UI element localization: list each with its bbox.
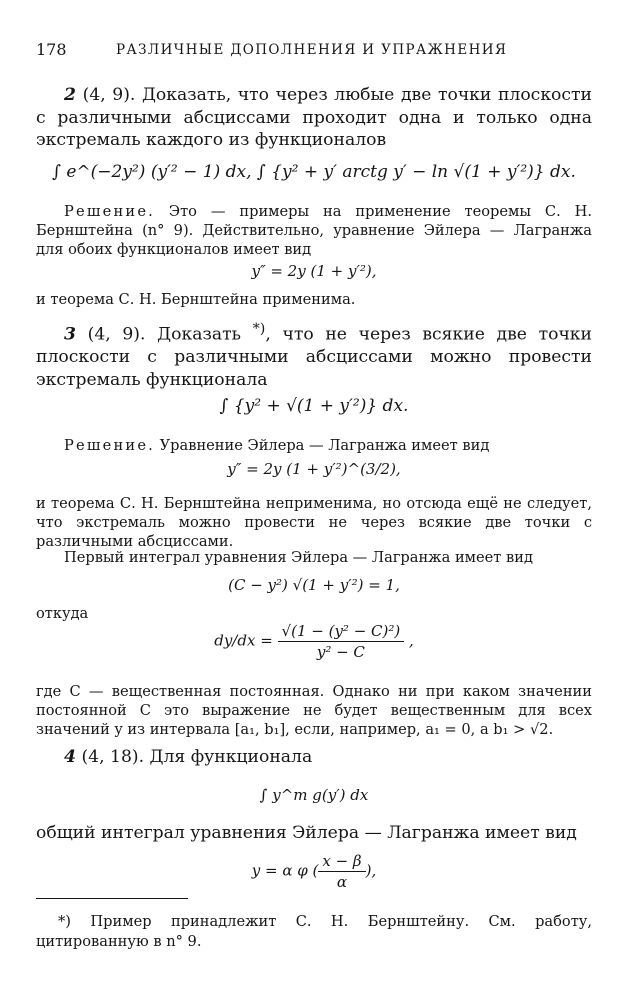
dy-dx-fraction: [278, 622, 405, 661]
problem-2-ref: (4, 9).: [82, 85, 136, 105]
problem-3-para2-text: Первый интеграл уравнения Эйлера — Лагранжа имеет вид: [64, 549, 533, 566]
problem-4-equation: y = α φ ( $\frac{x - \beta}{\alpha}$ ),: [251, 852, 377, 891]
problem-3-first-integral: (C − y²) √(1 + y′²) = 1,: [228, 576, 400, 594]
problem-2-statement: [36, 84, 592, 152]
problem-3-para2: [36, 548, 592, 567]
problem-4-ref: (4, 18).: [81, 747, 145, 767]
running-title: РАЗЛИЧНЫЕ ДОПОЛНЕНИЯ И УПРАЖНЕНИЯ: [116, 42, 508, 58]
problem-4-equation-denominator: α: [336, 873, 348, 891]
problem-4-formula: ∫ y^m g(y′) dx: [259, 786, 369, 804]
problem-3-whence: откуда: [36, 605, 89, 622]
problem-3-para3: где C — вещественная постоянная. Однако ни при каком значении постоянной C это выражение не будет вещественным для всех значений y из интервала [a₁, b₁], если, например, a₁ = 0, а b₁ > √2.: [36, 683, 592, 738]
footnote-divider: [36, 898, 188, 899]
problem-3-equation: y″ = 2y (1 + y′²)^(3/2),: [227, 460, 401, 478]
problem-2-solution-text: Это — примеры на применение теоремы С. Н. Бернштейна (n° 9). Действительно, уравнение Эйлера — Лагранжа для обоих функционалов имеет вид: [36, 203, 592, 258]
footnote-text: Пример принадлежит С. Н. Бернштейну. См. работу, цитированную в n° 9.: [36, 913, 592, 950]
problem-3-text-after: , что не через всякие две точки плоскости с различными абсциссами можно провести экстремаль функционала: [36, 324, 593, 390]
problem-2-solution-label: Решение.: [64, 203, 155, 220]
problem-2-formula: ∫ e^(−2y²) (y′² − 1) dx, ∫ {y² + y′ arctg y′ − ln √(1 + y′²)} dx.: [52, 162, 576, 182]
problem-4-equation-lhs: y = α φ: [251, 861, 308, 880]
problem-4-statement: [36, 746, 592, 769]
problem-4-number: 4: [64, 747, 76, 767]
problem-3-solution-label: Решение.: [64, 437, 155, 454]
problem-4-text2: общий интеграл уравнения Эйлера — Лагранжа имеет вид: [36, 823, 577, 843]
problem-3-solution: [36, 436, 592, 455]
problem-3-para1: и теорема С. Н. Бернштейна неприменима, но отсюда ещё не следует, что экстремаль можно провести не через всякие две точки с различными абсциссами.: [36, 495, 592, 550]
problem-2-equation: y″ = 2y (1 + y′²),: [251, 262, 377, 280]
problem-3-statement: [36, 318, 592, 391]
problem-4-text: Для функционала: [149, 747, 313, 767]
problem-3-dy-dx-formula: dy/dx = $\frac{\text{√(1 − (y² − C)²)}}{\text{y² − C}}$ ,: [214, 622, 414, 661]
page-number: 178: [36, 40, 67, 59]
problem-2-number: 2: [64, 85, 76, 105]
problem-3-text-before: Доказать: [157, 324, 241, 345]
problem-3-solution-text: Уравнение Эйлера — Лагранжа имеет вид: [159, 437, 490, 454]
dy-dx-numerator: √(1 − (y² − C)²): [278, 622, 405, 642]
problem-3-footnote-mark[interactable]: *): [252, 321, 266, 337]
problem-3-formula: ∫ {y² + √(1 + y′²)} dx.: [219, 396, 409, 416]
problem-2-text: Доказать, что через любые две точки плоскости с различными абсциссами проходит одна и только одна экстремаль каждого из функционалов: [36, 85, 592, 150]
footnote-mark: *): [58, 913, 71, 930]
problem-2-conclusion: и теорема С. Н. Бернштейна применима.: [36, 291, 356, 308]
problem-4-equation-numerator: x − β: [318, 852, 365, 872]
problem-3-number: 3: [64, 324, 76, 345]
problem-4-equation-fraction: [318, 852, 365, 891]
dy-dx-denominator: y² − C: [316, 643, 365, 661]
dy-dx-lhs: dy/dx: [214, 631, 256, 650]
problem-3-ref: (4, 9).: [87, 324, 146, 345]
problem-2-solution: [36, 202, 592, 259]
footnote: [36, 912, 592, 952]
running-header: [36, 40, 596, 64]
problem-4-equation-tail: ,: [371, 861, 377, 880]
